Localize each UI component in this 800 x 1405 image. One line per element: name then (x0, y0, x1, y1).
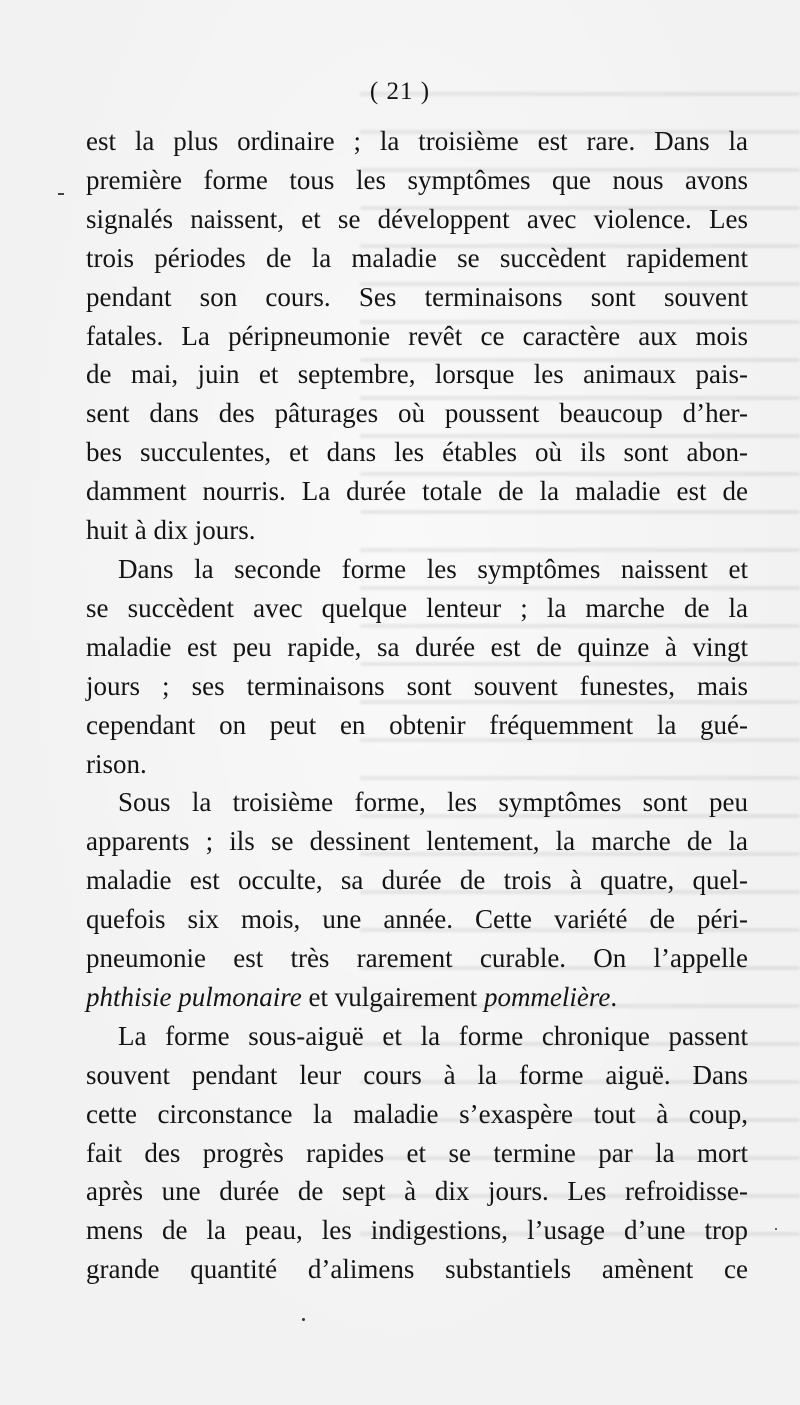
page-number: ( 21 ) (369, 78, 431, 105)
text-line: trois périodes de la maladie se succèdent rapidement (86, 242, 748, 273)
paragraph (86, 122, 748, 550)
text-line: première forme tous les symptômes que nous avons (86, 164, 748, 195)
text-line (86, 978, 748, 1017)
text-line: pneumonie est très rarement curable. On l’appelle (86, 943, 748, 974)
text-line: après une durée de sept à dix jours. Les refroidisse- (86, 1176, 748, 1207)
text-line: souvent pendant leur cours à la forme aiguë. Dans (86, 1059, 748, 1090)
text-fragment: . (610, 981, 618, 1012)
text-line: jours ; ses terminaisons sont souvent funestes, mais (86, 670, 748, 701)
margin-mark (58, 193, 64, 195)
text-line: quefois six mois, une année. Cette variété de péri- (86, 904, 748, 935)
text-line: fatales. La péripneumonie revêt ce caractère aux mois (86, 320, 748, 351)
text-line: maladie est peu rapide, sa durée est de quinze à vingt (86, 631, 748, 662)
text-line: sent dans des pâturages où poussent beaucoup d’her- (86, 398, 748, 429)
text-line: pendant son cours. Ses terminaisons sont souvent (86, 281, 748, 312)
ink-speck (302, 1318, 305, 1321)
text-line: de mai, juin et septembre, lorsque les animaux pais- (86, 359, 748, 390)
text-line: damment nourris. La durée totale de la maladie est de (86, 476, 748, 507)
text-fragment: et vulgairement (301, 981, 484, 1012)
text-line: La forme sous-aiguë et la forme chronique passent (118, 1020, 748, 1051)
text-line: maladie est occulte, sa durée de trois à quatre, quel- (86, 865, 748, 896)
text-line: apparents ; ils se dessinent lentement, la marche de la (86, 826, 748, 857)
ink-speck (775, 1228, 777, 1230)
text-line: fait des progrès rapides et se termine par la mort (86, 1137, 748, 1168)
text-line: grande quantité d’alimens substantiels amènent ce (86, 1254, 748, 1285)
text-line: est la plus ordinaire ; la troisième est rare. Dans la (86, 126, 748, 156)
text-line: Dans la seconde forme les symptômes naissent et (118, 553, 748, 584)
text-line: se succèdent avec quelque lenteur ; la marche de la (86, 592, 748, 623)
body-text (86, 122, 748, 1289)
italic-term: pommelière (483, 981, 611, 1012)
paragraph (86, 1017, 748, 1289)
paragraph (86, 550, 748, 783)
text-line: mens de la peau, les indigestions, l’usage d’une trop (86, 1215, 748, 1246)
text-line: huit à dix jours. (86, 515, 256, 546)
paragraph (86, 783, 748, 1016)
text-line: signalés naissent, et se développent avec violence. Les (86, 203, 748, 234)
text-line: cependant on peut en obtenir fréquemment la gué- (86, 709, 748, 740)
text-line: rison. (86, 748, 147, 779)
text-line: bes succulentes, et dans les étables où ils sont abon- (86, 437, 748, 468)
text-line: cette circonstance la maladie s’exaspère tout à coup, (86, 1098, 748, 1129)
text-line: Sous la troisième forme, les symptômes sont peu (118, 787, 748, 818)
italic-term: phthisie pulmonaire (86, 981, 302, 1012)
